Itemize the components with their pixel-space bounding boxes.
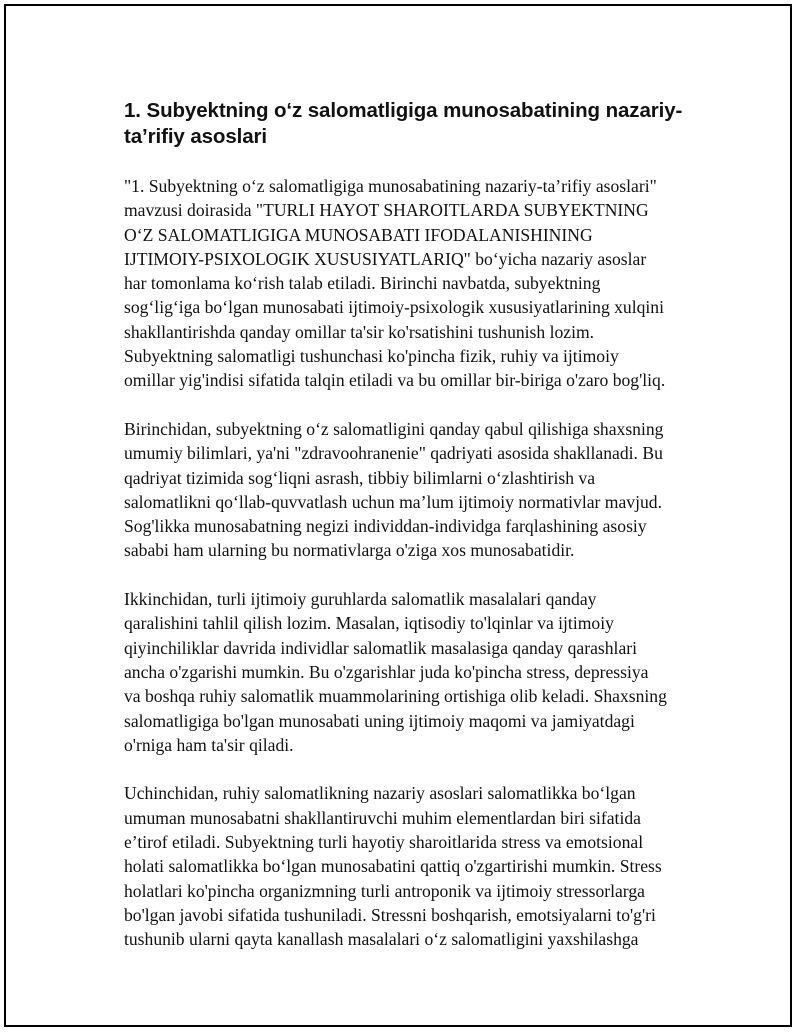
text-line: Birinchidan, subyektning o‘z salomatligini qanday qabul qilishiga shaxsning [124,418,664,439]
paragraph-4 [124,781,704,951]
page-border [4,4,792,1027]
text-line: shakllantirishda qanday omillar ta'sir ko'rsatishini tushunish lozim. [124,321,595,342]
text-line: salomatligiga bo'lgan munosabati uning ijtimoiy maqomi va jamiyatdagi [124,710,635,731]
paragraph-3 [124,587,704,757]
text-line: sog‘lig‘iga bo‘lgan munosabati ijtimoiy-psixologik xususiyatlarining xulqini [124,297,664,318]
document-body [124,98,704,952]
heading-line: ta’rifiy asoslari [124,125,268,148]
text-line: tushunib ularni qayta kanallash masalalari o‘z salomatligini yaxshilashga [124,929,639,950]
text-line: va boshqa ruhiy salomatlik muammolarining ortishiga olib keladi. Shaxsning [124,686,667,707]
text-line: sababi ham ularning bu normativlarga o'ziga xos munosabatidir. [124,540,575,561]
heading-line: 1. Subyektning o‘z salomatligiga munosabatining nazariy- [124,99,683,122]
text-line: e’tirof etiladi. Subyektning turli hayotiy sharoitlarida stress va emotsional [124,832,644,853]
document-heading [124,98,704,150]
text-line: bo'lgan javobi sifatida tushuniladi. Stressni boshqarish, emotsiyalarni to'g'ri [124,904,656,925]
paragraph-2 [124,417,704,563]
text-line: ancha o'zgarishi mumkin. Bu o'zgarishlar juda ko'pincha stress, depressiya [124,661,649,682]
text-line: Uchinchidan, ruhiy salomatlikning nazariy asoslari salomatlikka bo‘lgan [124,783,636,804]
text-line: Subyektning salomatligi tushunchasi ko'pincha fizik, ruhiy va ijtimoiy [124,346,619,367]
text-line: Ikkinchidan, turli ijtimoiy guruhlarda salomatlik masalalari qanday [124,589,597,610]
text-line: qadriyat tizimida sog‘liqni asrash, tibbiy bilimlarni o‘zlashtirish va [124,467,596,488]
text-line: IJTIMOIY-PSIXOLOGIK XUSUSIYATLARIQ" bo‘yicha nazariy asoslar [124,248,647,269]
text-line: umuman munosabatni shakllantiruvchi muhim elementlardan biri sifatida [124,807,641,828]
text-line: holatlari ko'pincha organizmning turli antroponik va ijtimoiy stressorlarga [124,880,645,901]
text-line: har tomonlama ko‘rish talab etiladi. Birinchi navbatda, subyektning [124,273,601,294]
text-line: holati salomatlikka bo‘lgan munosabatini qattiq o'zgartirishi mumkin. Stress [124,856,662,877]
paragraph-1 [124,174,704,393]
text-line: qaralishini tahlil qilish lozim. Masalan, iqtisodiy to'lqinlar va ijtimoiy [124,613,614,634]
text-line: mavzusi doirasida "TURLI HAYOT SHAROITLARDA SUBYEKTNING [124,200,649,221]
text-line: O‘Z SALOMATLIGIGA MUNOSABATI IFODALANISHINING [124,224,593,245]
text-line: salomatlikni qo‘llab-quvvatlash uchun ma’lum ijtimoiy normativlar mavjud. [124,491,662,512]
text-line: Sog'likka munosabatning negizi individdan-individga farqlashining asosiy [124,516,647,537]
text-line: qiyinchiliklar davrida individlar salomatlik masalasiga qanday qarashlari [124,637,637,658]
text-line: "1. Subyektning o‘z salomatligiga munosabatining nazariy-ta’rifiy asoslari" [124,176,657,196]
text-line: umumiy bilimlari, ya'ni "zdravoohranenie" qadriyati asosida shakllanadi. Bu [124,443,663,464]
text-line: omillar yig'indisi sifatida talqin etiladi va bu omillar bir-biriga o'zaro bog'liq. [124,370,666,391]
text-line: o'rniga ham ta'sir qiladi. [124,734,294,755]
